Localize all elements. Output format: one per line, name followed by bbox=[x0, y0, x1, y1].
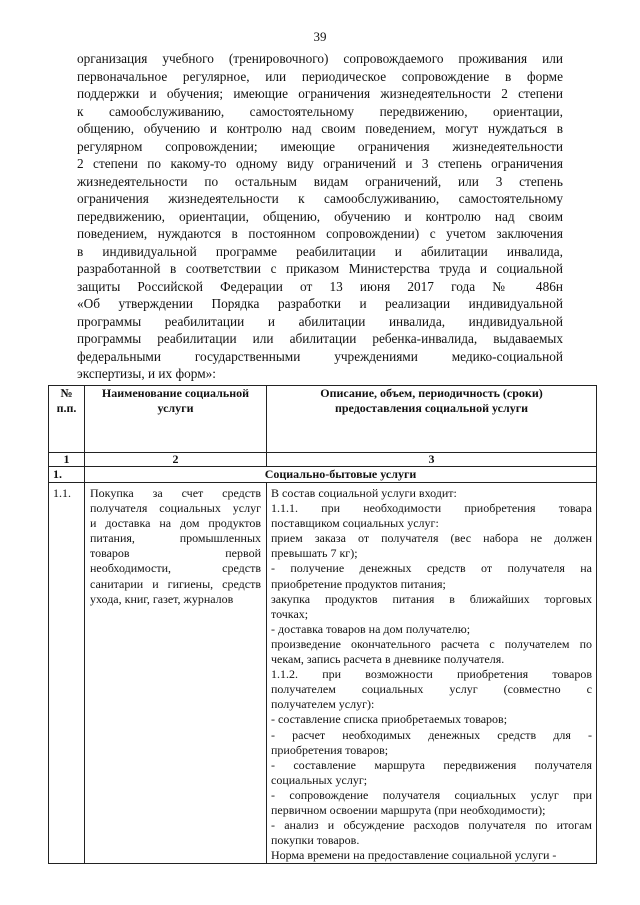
header-service-description: Описание, объем, периодичность (сроки) предоставления социальной услуги bbox=[267, 386, 597, 453]
text-line: прием заказа от получателя (вес набора не должен bbox=[271, 531, 592, 546]
table-header-row bbox=[49, 386, 597, 453]
service-name bbox=[85, 483, 267, 864]
text-line: необходимости, средств bbox=[90, 561, 261, 576]
text-line: к самообслуживанию, самостоятельному передвижению, ориентации, bbox=[77, 103, 563, 119]
text-line: санитарии и гигиены, средств bbox=[90, 576, 261, 591]
text-line: Покупка за счет средств bbox=[90, 486, 261, 500]
text-line: приобретения товаров; bbox=[271, 742, 389, 757]
text-line: поведением, нуждаются в постоянном сопровождении) с учетом заключения bbox=[77, 226, 563, 241]
text-line: 1.1.1. при необходимости приобретения товара bbox=[271, 501, 592, 516]
column-index: 3 bbox=[267, 453, 597, 467]
text-line: организация учебного (тренировочного) сопровождаемого проживания или bbox=[77, 51, 563, 66]
text-line: 1.1.2. при возможности приобретения товаров bbox=[271, 667, 592, 682]
text-line: - получение денежных средств от получателя на bbox=[271, 561, 592, 576]
text-line: защиты Российской Федерации от 13 июня 2017 года № 486н bbox=[77, 278, 563, 294]
text-line: 2 степени по какому-то одному виду ограничений и 3 степень ограничения bbox=[77, 156, 563, 171]
header-number-sign: № bbox=[60, 386, 73, 400]
section-title: Социально-бытовые услуги bbox=[85, 467, 597, 483]
text-line: общению, обучению и контролю над своим поведением, могут нуждаться в bbox=[77, 121, 563, 136]
table-row bbox=[49, 483, 597, 864]
text-line: и доставка на дом продуктов bbox=[90, 516, 261, 531]
text-line: поставщиком социальных услуг: bbox=[271, 516, 439, 531]
text-line: чекам, запись расчета в дневнике получателя. bbox=[271, 652, 505, 667]
text-line: ограничения жизнедеятельности к самообслуживанию, самостоятельному bbox=[77, 191, 563, 206]
text-line: произведение окончательного расчета с получателем по bbox=[271, 636, 592, 651]
page-number: 39 bbox=[313, 29, 327, 44]
text-line: получателем услуг): bbox=[271, 697, 375, 712]
header-number bbox=[49, 386, 85, 453]
text-line: Норма времени на предоставление социальной услуги - bbox=[271, 848, 557, 863]
text-line: регулярном сопровождении; имеющие ограничения жизнедеятельности bbox=[77, 138, 563, 154]
text-line: разработанной в соответствии с приказом Министерства труда и социальной bbox=[77, 261, 563, 276]
intro-paragraph bbox=[77, 50, 563, 383]
text-line: получателя социальных услуг bbox=[90, 501, 261, 516]
text-line: ухода, книг, газет, журналов bbox=[90, 591, 234, 606]
text-line: в индивидуальной программе реабилитации и абилитации инвалида, bbox=[77, 243, 563, 259]
service-number: 1.1. bbox=[49, 483, 85, 864]
section-row bbox=[49, 467, 597, 483]
section-number: 1. bbox=[49, 467, 85, 483]
text-line: - сопровождение получателя социальных услуг при bbox=[271, 787, 592, 802]
services-table bbox=[48, 385, 597, 864]
text-line: питания, промышленных bbox=[90, 531, 261, 546]
text-line: социальных услуг; bbox=[271, 772, 368, 787]
text-line: - доставка товаров на дом получателю; bbox=[271, 621, 471, 636]
text-line: программы реабилитации или абилитации ребенка-инвалида, выдаваемых bbox=[77, 331, 563, 346]
text-line: товаров первой bbox=[90, 546, 261, 561]
text-line: - расчет необходимых денежных средств для - bbox=[271, 727, 592, 742]
text-line: покупки товаров. bbox=[271, 833, 360, 848]
text-line: В состав социальной услуги входит: bbox=[271, 486, 457, 500]
header-number-abbr: п.п. bbox=[56, 401, 77, 415]
text-line: точках; bbox=[271, 606, 309, 621]
column-index-row bbox=[49, 453, 597, 467]
text-line: программы реабилитации и абилитации инвалида, индивидуальной bbox=[77, 313, 563, 329]
service-description bbox=[267, 483, 597, 864]
text-line: передвижению, ориентации, общению, обучению и контролю над своим bbox=[77, 208, 563, 224]
text-line: экспертизы, и их форм»: bbox=[77, 366, 216, 381]
text-line: приобретение продуктов питания; bbox=[271, 576, 446, 591]
text-line: «Об утверждении Порядка разработки и реализации индивидуальной bbox=[77, 296, 563, 311]
text-line: получателем социальных услуг (совместно с bbox=[271, 682, 592, 697]
text-line: федеральными государственными учреждениями медико-социальной bbox=[77, 348, 563, 364]
text-line: - составление маршрута передвижения получателя bbox=[271, 757, 592, 772]
text-line: - анализ и обсуждение расходов получателя по итогам bbox=[271, 818, 592, 833]
text-line: - составление списка приобретаемых товаров; bbox=[271, 712, 508, 727]
text-line: превышать 7 кг); bbox=[271, 546, 358, 561]
text-line: первоначальное регулярное, или периодическое сопровождение в форме bbox=[77, 68, 563, 84]
text-line: жизнедеятельности по остальным видам ограничений, или 3 степень bbox=[77, 173, 563, 189]
header-service-name: Наименование социальной услуги bbox=[85, 386, 267, 453]
text-line: закупка продуктов питания в ближайших торговых bbox=[271, 591, 592, 606]
text-line: поддержки и обучения; имеющие ограничения жизнедеятельности 2 степени bbox=[77, 86, 563, 101]
text-line: первичном освоении маршрута (при необходимости); bbox=[271, 802, 546, 817]
column-index: 1 bbox=[49, 453, 85, 467]
column-index: 2 bbox=[85, 453, 267, 467]
